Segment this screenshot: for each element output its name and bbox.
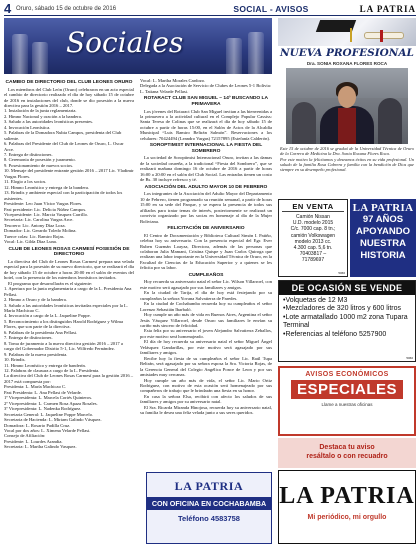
ad-avisos-economicos [278,366,416,436]
article-paragraph: 10. Brindis. [4,357,26,363]
ad-la-patria-body [350,214,416,262]
ad-avisos-sub: Llame a nuestras oficinas [321,402,373,407]
ribbon-icon [380,30,383,42]
tassel-icon [350,28,352,42]
ad-la-patria-line: 97 AÑOS [362,214,404,225]
article-paragraph: Past Presidenta: L. Ana Pellasi de Velarde. [4,389,82,395]
article-heading: ASOCIACIÓN DEL ADULTO MAYOR 10 DE FEBRERO [144,184,268,190]
article-paragraph: 7. Entrega de distinciones. [4,335,53,341]
article-paragraph: 4. Invocación a cargo de la L. Jaqueline Poppe. [4,313,91,319]
article-paragraph: 13. Brindis y ambiente especial con la participación de todos los asistentes. [4,190,123,201]
ad-phone: Teléfono 4583758 [178,514,240,523]
graduate-caption-2: Por este motivo la felicitamos y deseamos éxitos en su vida profesional. Un saludo de la familia Rosa Cabrera y familia con la bendición de Dios que siempre en su desempeño profesional. [280,156,414,173]
article-paragraph: Los miembros del Club León (Oruro) celebraron en un acto especial el cambio de directorio realizado el día de hoy sábado 15 de octubre de 2016 en instalaciones del club, donde se dio posesión a la nueva directiva para la gestión 2016 – 2017. [4,86,134,108]
article-paragraph: La directiva del Club de Leones Rosas Carmesí para la gestión 2016 – 2017 está compuesta por: [4,373,134,384]
article-heading: CUMPLEAÑOS [188,272,224,278]
ad-en-venta-line: C/c. 7000 cap. 8 tn.; [290,226,336,233]
ad-la-patria-line: HISTORIA [360,250,406,261]
article-paragraph: La directiva del Club de Leones Rosas Carmesí prepara una velada especial para la posesión de su nuevo directorio, que se realizará el día de hoy sábado 15 de octubre a horas 20:00 en el salón de eventos del hotel, con la presencia de los miembros leonísticos invitados. [4,258,134,281]
ad-brand: LA PATRIA [279,483,415,509]
article-paragraph: 11. Himno Leonístico y entrega de banderín. [4,362,86,368]
ad-en-venta-line: U.D. modelo 2015 [292,220,334,227]
newspaper-brand: LA PATRIA [359,3,416,14]
article-paragraph: Presidente: L. Lourdes Arandia. [4,438,63,444]
ad-la-patria-line: APOYANDO [355,226,411,237]
graduate-photo [286,68,408,144]
ad-la-patria-line: NUESTRA [360,238,406,249]
article-paragraph: 5. Reconocimiento a los distinguidos Harold Rodríguez y Wilma Flores, que son parte de la directiva. [4,318,124,330]
article-paragraph: Secretaria: Lic. Carolina Vargas Arce. [4,217,74,223]
article-paragraph: El programa que desarrollarán es el siguiente: [8,280,93,286]
graduation-header-image [278,18,416,46]
page-number: 4 [4,1,12,16]
article-paragraph: 8. Toma de juramento a la nueva directiva gestión 2016 – 2017 a cargo del Gobernador Distrito 5-1, Lic. Wilfredo Fernández. [4,340,123,352]
article-paragraph: Recibe hoy la fiesta de su cumpleaños el señor Lic. Raúl Tupa Beltrán, será agasajado por su señora esposa la Sra. Victoria Rojas, de la Gerencia General del Colegio Angélica Ponce de Leon y por sus amistades muy cercanas. [140,355,272,378]
article-paragraph: 2º Vicepresidenta: L. Carmen Rosa Apaza Rosales. [4,400,98,406]
article-heading: CLUB DE LEONES ROSAS CARMESÍ POSESIÓN DE DIRECTORIO [8,246,130,258]
ad-avisos-line2: ESPECIALES [291,380,403,399]
article-paragraph: En la ciudad de Tarija, el día de hoy está festejando por su cumpleaños la señora Yovana Salvatierra de Paredes. [140,290,272,301]
ad-brand: LA PATRIA [174,479,244,493]
ad-de-ocasion-item: • Volquetas de 12 M3 [283,297,411,305]
photo-person [292,102,316,144]
article-paragraph: La sociedad de Soroptimist Internacional Oruro, invitan a las damas de la sociedad orureña, a la tradicional “Fiesta del Sombrero”, que se realizará mañana domingo 16 de octubre de 2016 a partir de horas 16:00 a 20:00 en el salón del Club Social. Las entradas tienen un costo de Bs. 30 incluye refresco y té. [140,155,272,183]
ad-brand: LA PATRIA [352,202,414,214]
ad-de-ocasion [278,280,416,362]
article-paragraph: 2. Himno Nacional y oración a la bandera. [4,113,82,119]
ad-de-ocasion-item: • Referencias al teléfono 5257900 [283,331,411,339]
article-paragraph: 4. Invocación Leonística. [4,124,51,130]
photo-person [378,98,402,144]
article-paragraph: Tesorero: Lic. Antony Díaz Loza. [4,222,66,228]
page-header [4,2,416,16]
article-paragraph: Secretaria de Hacienda: L. Miriam Galindo Vásquez. [4,417,102,423]
article-paragraph: Delegada a la Asociación de Servicio de Clubes de Leones 5-1 Bolivia: L. Tatiana Velarde Pellasi. [140,83,272,94]
graduate-caption [280,146,414,172]
glass-icon [32,42,48,74]
ad-slogan: Mi periódico, mi orgullo [307,514,387,521]
ad-de-ocasion-title: DE OCASIÓN SE VENDE [279,281,415,295]
article-paragraph: Vocal por dos años: L. Ximena Velarde Pellasi. [4,427,91,433]
article-paragraph: 3º Vicepresidenta: L. Nadenka Rodríguez. [4,406,82,412]
article-paragraph: El día de hoy recuerda su aniversario natal el señor Miguel Ángel Velásquez Gandarillas, por este motivo será agasajado por sus familiares y amigos. [140,339,272,356]
graduate-caption-1: Este 15 de octubre de 2016 se graduó de la Universidad Técnica de Oruro de la Carrera de Medicina la Dra. Sonia Roxana Flores Roca. [280,146,414,157]
ad-de-ocasion-item: • Lote armatallado 1000 m2 zona Tupara Terminal [283,314,411,331]
article-paragraph: El Centro de Documentación y Biblioteca Cultural Simón I. Patiño, celebra hoy su aniversario. Con la presencia especial del Egr. Ever Ruben Guzmán Loayza, Directora, además de las personas que colaboran Julia Mamani, Cristina Quispe y Juan Carlos Quiroga que realizan una labor importante en la Universidad Técnica de Oruro, en la Facultad de Ciencias de la Educación Superior y a quienes se les felicita por su labor. [140,232,272,271]
article-paragraph: Tuerce colas: Lic. Ramiro Rojas. [4,233,65,239]
ad-en-venta-line: camión Volkswagen [290,232,336,239]
article-paragraph: Domadora: L. Rosario Padilla Cruz. [4,422,71,428]
ad-avisos-line1: AVISOS ECONÓMICOS [305,371,389,378]
article-paragraph: Secretaria General: L. Jaqueline Poppe Marcelo. [4,411,94,417]
glass-icon [248,32,264,74]
article-paragraph: El Sra. Ricarda Miranda Hinojosa, recuerda hoy su aniversario natal, su familia le desea una feliz velada junto a sus seres queridos. [140,404,272,416]
ad-de-ocasion-list [279,295,415,339]
ad-en-venta-line: 71789697 [301,257,325,264]
ad-en-venta-title: EN VENTA [282,202,344,212]
article-paragraph: 9. Palabras de la nueva presidenta. [4,351,68,357]
article-paragraph: 12. Palabras de clausura a cargo de la L. Presidenta. [4,367,100,373]
article-paragraph: 1. Instalación de la junta reglamentaria. [4,108,77,114]
article-paragraph: En casa la señora Elsa, recibirá con afecto los saludos de sus familiares y amigos por su aniversario natal. [140,393,272,405]
diploma-icon [364,32,404,39]
ad-la-patria-diario [278,470,416,544]
article-paragraph: 3. Saludo a las autoridades leonísticas invitadas especiales por la L. María Machicao C. [4,302,128,313]
ad-en-venta-body [282,214,344,264]
article-paragraph: Los integrantes de la Asociación del Adulto Mayor del Departamento 10 de Febrero, tienen programado su reunión semanal, a partir de horas 15:00 en su sede del Parque, y se espera la presencia de todos sus afiliados para tratar temas de interés, posteriormente se realizará un convivio organizado por las socias en homenaje al día de la Mujer Boliviana. [140,191,272,224]
article-paragraph: 5. Palabras de la Domadora Nubia Campos, presidenta del Club saliente. [4,130,122,141]
ad-ref: 5066 [338,271,345,275]
article-paragraph: 6. Palabras de la presidenta Ana Pellasi. [4,329,78,335]
article-paragraph: 11. Elogio a los socios. [4,179,47,185]
article-heading: FELICITACIÓN DE ANIVERSARIO [167,226,245,232]
article-paragraph: 1. Apertura por la junta reglamentaria a cargo de la L. Presidenta Ana Pellasi. [4,286,132,297]
article-heading: SOROPTIMIST INTERNACIONAL LA FIESTA DEL SOMBRERO [149,143,263,154]
article-paragraph: Los jóvenes del Rotaract Club San Miguel invitan a las bienvenidas a la primavera a la actividad cultural en el Complejo Papular Cassiss: Santa Teresa de Colinas que se realizará el día de hoy sábado 15 de octubre a partir de horas 15:00, en el Salón de Actos de la Alcaldía Municipal “Luis Ramiro Beltrán Salmón”. Reservaciones a los celulares: 70424494 (Leandro Vargas) 72157895 (Estefanía Calderón). [140,108,272,141]
article-paragraph: Domador: Lic. Gerardo Toledo Molina. [4,228,77,234]
article-paragraph: Consejo de Afiliación: [4,433,46,439]
article-paragraph: Esta feliz por su aniversario el joven Alejandro Salvatierra Zeballos, por este motivo será homenajeado. [140,328,272,339]
ad-de-ocasion-item: • Mezcladores de 320 litros y 600 litros [283,305,411,313]
article-paragraph: 12. Himno Leonístico y entrega de la bandera. [4,184,90,190]
ad-la-patria-97 [350,199,416,277]
article-paragraph: Presidente: Leo Juan Víctor Vargas Flores. [4,201,83,207]
article-paragraph: Hoy cumple un año más de vida en Buenos Aires, Argentina el señor Jesús Vásquez Villarroel, desde Oruro sus familiares le envían su cariño más sincero de felicidad. [140,312,272,329]
ad-destaca-aviso [278,438,416,468]
ad-en-venta-line: 4.300 cap. 5,6 tn. [293,245,333,252]
ad-destaca-line2: resáltalo o con recuadro [306,453,388,460]
article-paragraph: Past presidente: Lic. Delicia Núñez Campos. [4,206,87,212]
ad-en-venta-line: modelo 2013 cc. [294,238,332,245]
article-heading: CAMBIO DE DIRECTORIO DEL CLUB LEONES ORURO [5,80,133,85]
graduate-name: Dra. SONIA ROXANA FLORES ROCA [306,61,388,66]
ad-en-venta-line: Camión Nissan [296,214,330,220]
article-paragraph: 3. Saludo a las autoridades leonísticas presentes. [4,119,94,125]
sociales-banner [4,18,272,74]
article-paragraph: 2. Himno a Oruro y de la bandera. [4,297,67,303]
article-paragraph: Hoy recuerda su aniversario natal el señor Lic. Wilson Villarroel, con este motivo será agasajado por sus familiares y amigos. [140,279,272,290]
article-paragraph: 10. Mensaje del presidente entrante gestión 2016 – 2017 Lic. Vladimir Vargas Flores. [4,168,134,179]
article-column-1 [4,78,134,544]
article-paragraph: Secretaria: L. Martha Galindo Vasquez. [4,444,77,450]
article-paragraph: Presidenta: L. María Machicao C. [4,384,67,390]
page-date: Oruro, sábado 15 de octubre de 2016 [16,5,117,12]
ad-en-venta-line: 70403817 – [299,251,327,258]
photo-face [338,86,356,108]
ad-office-text: CON OFICINA EN COCHABAMBA [147,497,271,510]
ad-destaca-line1: Destaca tu aviso [319,444,375,451]
article-heading: ROTARACT CLUB SAN MIGUEL – 14º BUSCANDO LA PRIMAVERA [143,96,269,107]
article-paragraph: Vocal: Lic. Gilda Díaz Luna. [4,239,57,245]
section-title: SOCIAL - AVISOS [233,3,309,14]
article-paragraph: 6. Palabras del Presidente del Club de Leones de Oruro, L. Oscar Arce. [4,141,124,152]
glass-icon [12,34,28,74]
article-paragraph: En la ciudad de Cochabamba recuerda hoy su cumpleaños el señor Lorenzo Sebastián Ibarbaló. [140,301,272,312]
glass-icon [226,38,242,74]
photo-sash [338,108,356,144]
article-paragraph: Vocal: L. Martha Morales Cardozo. [140,78,206,83]
article-paragraph: Vicepresidente: Lic. Marcia Vasquez Carrillo. [4,212,89,218]
article-paragraph: 1º Vicepresidenta: L. Marcela Cortés Quinteros. [4,395,93,401]
ad-oficina-cochabamba [146,472,272,544]
banner-title: Sociales [66,26,184,59]
article-paragraph: 7. Entrega de distinciones. [4,152,53,158]
ad-ref: 5060 [406,356,413,360]
article-paragraph: Hoy cumple un año más de vida, el señor Lic. Mario Ortiz Rodriguez, con motivo de esta ocasión será homenajeado por sus compañeros de trabajo que le brindarán una fiesta en su honor. [140,377,272,394]
article-paragraph: 9. Posesionamiento de nuevos socios. [4,162,74,168]
ad-en-venta [278,199,348,277]
graduate-title: NUEVA PROFESIONAL [280,47,414,59]
article-paragraph: 8. Ceremonia de posesión y juramento. [4,157,76,163]
